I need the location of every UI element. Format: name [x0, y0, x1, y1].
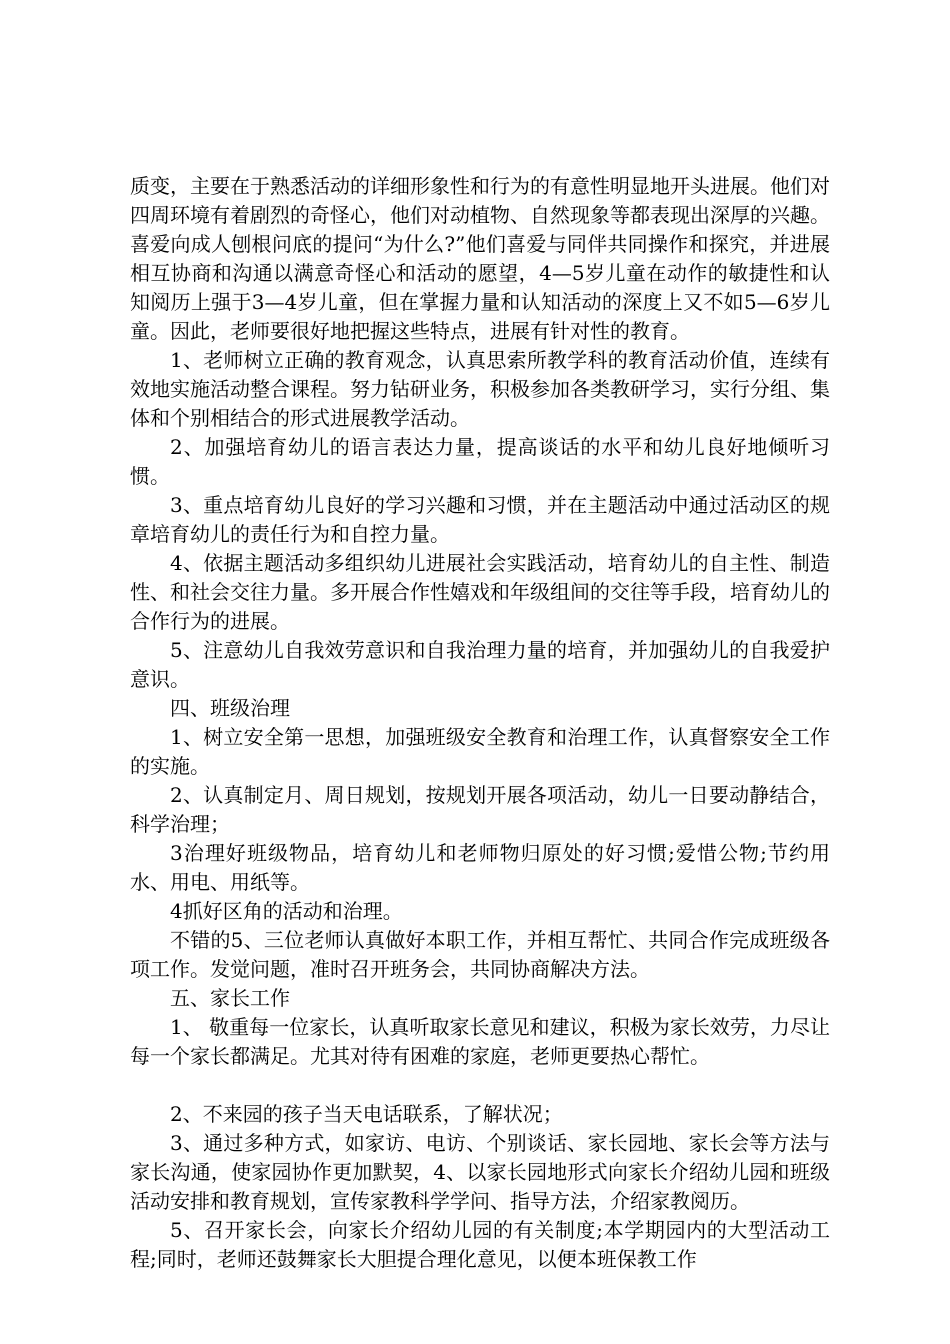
paragraph-parent-5: 5、召开家长会，向家长介绍幼儿园的有关制度;本学期园内的大型活动工程;同时，老师还鼓舞家长大胆提合理化意见，以便本班保教工作	[130, 1218, 830, 1271]
section-heading-parent-work: 五、家长工作	[170, 986, 290, 1010]
paragraph-item-5: 5、注意幼儿自我效劳意识和自我治理力量的培育，并加强幼儿的自我爱护意识。	[130, 638, 830, 691]
paragraph-intro: 质变，主要在于熟悉活动的详细形象性和行为的有意性明显地开头进展。他们对四周环境有着剧烈的奇怪心，他们对动植物、自然现象等都表现出深厚的兴趣。喜爱向成人刨根问底的提问“为什么?”他们喜爱与同伴共同操作和探究，并进展相互协商和沟通以满意奇怪心和活动的愿望，4—5岁儿童在动作的敏捷性和认知阅历上强于3—4岁儿童，但在掌握力量和认知活动的深度上又不如5—6岁儿童。因此，老师要很好地把握这些特点，进展有针对性的教育。	[130, 174, 830, 343]
paragraph-item-3: 3、重点培育幼儿良好的学习兴趣和习惯，并在主题活动中通过活动区的规章培育幼儿的责任行为和自控力量。	[130, 493, 830, 546]
paragraph-parent-2: 2、不来园的孩子当天电话联系，了解状况；	[170, 1102, 563, 1126]
paragraph-item-4: 4、依据主题活动多组织幼儿进展社会实践活动，培育幼儿的自主性、制造性、和社会交往力量。多开展合作性嬉戏和年级组间的交往等手段，培育幼儿的合作行为的进展。	[130, 551, 830, 633]
paragraph-management-4: 4抓好区角的活动和治理。	[170, 899, 403, 923]
paragraph-management-5: 不错的5、三位老师认真做好本职工作，并相互帮忙、共同合作完成班级各项工作。发觉问题，准时召开班务会，共同协商解决方法。	[130, 928, 830, 981]
blank-line	[130, 1071, 830, 1100]
paragraph-item-2: 2、加强培育幼儿的语言表达力量，提高谈话的水平和幼儿良好地倾听习惯。	[130, 435, 830, 488]
document-body	[130, 172, 830, 1274]
paragraph-parent-1: 1、 敬重每一位家长，认真听取家长意见和建议，积极为家长效劳，力尽让每一个家长都满足。尤其对待有困难的家庭，老师更要热心帮忙。	[130, 1015, 830, 1068]
section-heading-class-management: 四、班级治理	[170, 696, 290, 720]
paragraph-parent-3: 3、通过多种方式，如家访、电访、个别谈话、家长园地、家长会等方法与家长沟通，使家园协作更加默契，4、以家长园地形式向家长介绍幼儿园和班级活动安排和教育规划，宣传家教科学学问、指导方法，介绍家教阅历。	[130, 1131, 830, 1213]
paragraph-management-1: 1、树立安全第一思想，加强班级安全教育和治理工作，认真督察安全工作的实施。	[130, 725, 830, 778]
paragraph-item-1: 1、老师树立正确的教育观念，认真思索所教学科的教育活动价值，连续有效地实施活动整合课程。努力钻研业务，积极参加各类教研学习，实行分组、集体和个别相结合的形式进展教学活动。	[130, 348, 830, 430]
paragraph-management-3: 3治理好班级物品，培育幼儿和老师物归原处的好习惯;爱惜公物;节约用水、用电、用纸等。	[130, 841, 830, 894]
paragraph-management-2: 2、认真制定月、周日规划，按规划开展各项活动，幼儿一日要动静结合，科学治理；	[130, 783, 830, 836]
